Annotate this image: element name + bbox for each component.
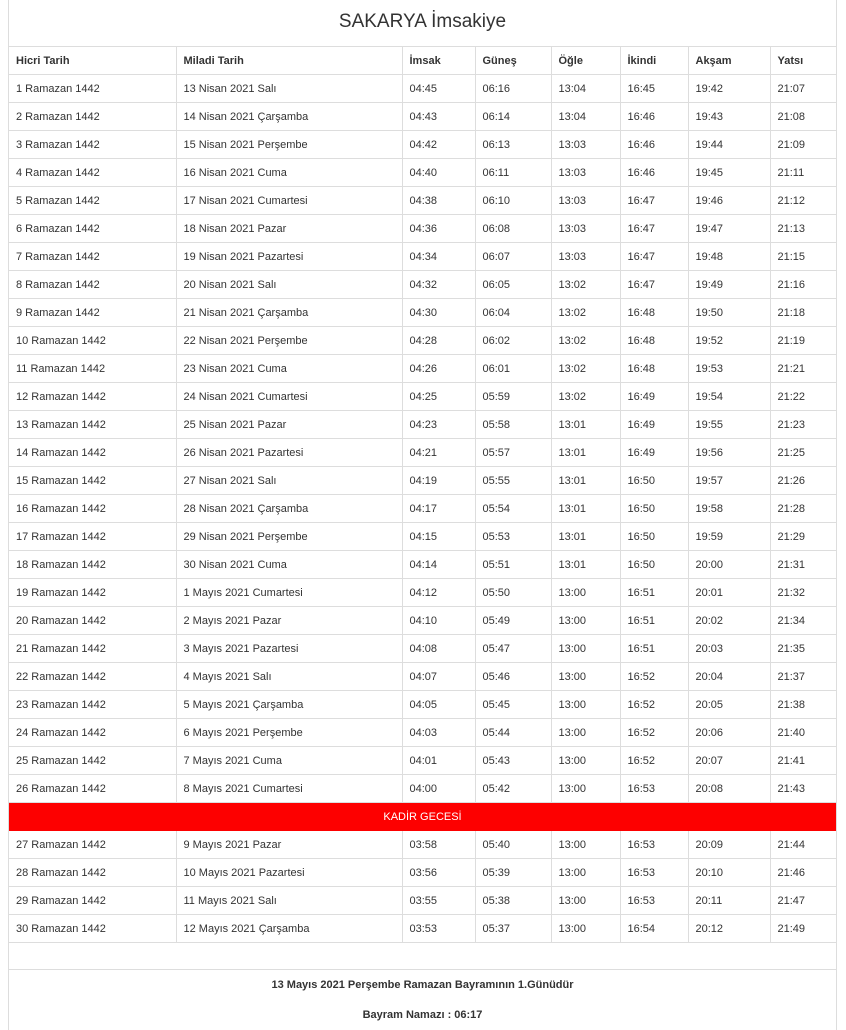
ogle-time-cell: 13:03: [551, 215, 620, 243]
miladi-date-cell: 19 Nisan 2021 Pazartesi: [176, 243, 402, 271]
imsak-time-cell: 03:53: [402, 915, 475, 943]
ikindi-time-cell: 16:52: [620, 663, 688, 691]
gunes-time-cell: 06:07: [475, 243, 551, 271]
table-row: [9, 103, 836, 131]
miladi-date-cell: 26 Nisan 2021 Pazartesi: [176, 439, 402, 467]
miladi-date-cell: 28 Nisan 2021 Çarşamba: [176, 495, 402, 523]
gunes-time-cell: 05:38: [475, 887, 551, 915]
ogle-time-cell: 13:00: [551, 719, 620, 747]
hicri-date-cell: 1 Ramazan 1442: [9, 75, 176, 103]
table-row: [9, 691, 836, 719]
hicri-date-cell: 28 Ramazan 1442: [9, 859, 176, 887]
miladi-date-cell: 2 Mayıs 2021 Pazar: [176, 607, 402, 635]
yatsi-time-cell: 21:49: [770, 915, 836, 943]
yatsi-time-cell: 21:23: [770, 411, 836, 439]
aksam-time-cell: 20:08: [688, 775, 770, 803]
gunes-time-cell: 05:58: [475, 411, 551, 439]
hicri-date-cell: 29 Ramazan 1442: [9, 887, 176, 915]
miladi-date-cell: 5 Mayıs 2021 Çarşamba: [176, 691, 402, 719]
gunes-time-cell: 06:16: [475, 75, 551, 103]
ikindi-time-cell: 16:52: [620, 747, 688, 775]
imsak-time-cell: 04:25: [402, 383, 475, 411]
ikindi-time-cell: 16:50: [620, 467, 688, 495]
table-row: [9, 523, 836, 551]
hicri-date-cell: 22 Ramazan 1442: [9, 663, 176, 691]
column-header-gunes: Güneş: [475, 47, 551, 75]
hicri-date-cell: 25 Ramazan 1442: [9, 747, 176, 775]
aksam-time-cell: 19:43: [688, 103, 770, 131]
aksam-time-cell: 19:57: [688, 467, 770, 495]
column-header-ogle: Öğle: [551, 47, 620, 75]
column-header-ikindi: İkindi: [620, 47, 688, 75]
table-row: [9, 719, 836, 747]
hicri-date-cell: 13 Ramazan 1442: [9, 411, 176, 439]
ogle-time-cell: 13:00: [551, 915, 620, 943]
yatsi-time-cell: 21:16: [770, 271, 836, 299]
imsak-time-cell: 04:42: [402, 131, 475, 159]
aksam-time-cell: 19:48: [688, 243, 770, 271]
imsak-time-cell: 04:40: [402, 159, 475, 187]
hicri-date-cell: 23 Ramazan 1442: [9, 691, 176, 719]
hicri-date-cell: 11 Ramazan 1442: [9, 355, 176, 383]
column-header-imsak: İmsak: [402, 47, 475, 75]
ikindi-time-cell: 16:47: [620, 243, 688, 271]
hicri-date-cell: 26 Ramazan 1442: [9, 775, 176, 803]
hicri-date-cell: 20 Ramazan 1442: [9, 607, 176, 635]
ikindi-time-cell: 16:46: [620, 131, 688, 159]
miladi-date-cell: 10 Mayıs 2021 Pazartesi: [176, 859, 402, 887]
miladi-date-cell: 14 Nisan 2021 Çarşamba: [176, 103, 402, 131]
gunes-time-cell: 05:45: [475, 691, 551, 719]
ikindi-time-cell: 16:49: [620, 411, 688, 439]
hicri-date-cell: 19 Ramazan 1442: [9, 579, 176, 607]
table-row: [9, 551, 836, 579]
imsak-time-cell: 04:28: [402, 327, 475, 355]
aksam-time-cell: 20:07: [688, 747, 770, 775]
hicri-date-cell: 2 Ramazan 1442: [9, 103, 176, 131]
imsak-time-cell: 04:14: [402, 551, 475, 579]
imsak-time-cell: 04:38: [402, 187, 475, 215]
column-header-yatsi: Yatsı: [770, 47, 836, 75]
aksam-time-cell: 19:55: [688, 411, 770, 439]
yatsi-time-cell: 21:11: [770, 159, 836, 187]
ikindi-time-cell: 16:52: [620, 719, 688, 747]
gunes-time-cell: 06:10: [475, 187, 551, 215]
gunes-time-cell: 05:44: [475, 719, 551, 747]
aksam-time-cell: 19:42: [688, 75, 770, 103]
aksam-time-cell: 20:02: [688, 607, 770, 635]
ikindi-time-cell: 16:51: [620, 635, 688, 663]
aksam-time-cell: 19:46: [688, 187, 770, 215]
ikindi-time-cell: 16:46: [620, 103, 688, 131]
imsak-time-cell: 03:56: [402, 859, 475, 887]
yatsi-time-cell: 21:15: [770, 243, 836, 271]
yatsi-time-cell: 21:43: [770, 775, 836, 803]
table-row: [9, 775, 836, 803]
imsak-time-cell: 04:21: [402, 439, 475, 467]
yatsi-time-cell: 21:41: [770, 747, 836, 775]
yatsi-time-cell: 21:18: [770, 299, 836, 327]
miladi-date-cell: 12 Mayıs 2021 Çarşamba: [176, 915, 402, 943]
miladi-date-cell: 22 Nisan 2021 Perşembe: [176, 327, 402, 355]
table-row: [9, 131, 836, 159]
gunes-time-cell: 06:01: [475, 355, 551, 383]
aksam-time-cell: 20:04: [688, 663, 770, 691]
aksam-time-cell: 19:45: [688, 159, 770, 187]
gunes-time-cell: 05:43: [475, 747, 551, 775]
yatsi-time-cell: 21:38: [770, 691, 836, 719]
gunes-time-cell: 05:49: [475, 607, 551, 635]
imsak-time-cell: 04:30: [402, 299, 475, 327]
yatsi-time-cell: 21:44: [770, 831, 836, 859]
kadir-gecesi-row: [9, 803, 836, 831]
table-row: [9, 355, 836, 383]
gunes-time-cell: 05:50: [475, 579, 551, 607]
hicri-date-cell: 7 Ramazan 1442: [9, 243, 176, 271]
imsak-time-cell: 04:08: [402, 635, 475, 663]
hicri-date-cell: 17 Ramazan 1442: [9, 523, 176, 551]
ogle-time-cell: 13:00: [551, 775, 620, 803]
aksam-time-cell: 20:09: [688, 831, 770, 859]
ogle-time-cell: 13:00: [551, 747, 620, 775]
table-row: [9, 663, 836, 691]
ikindi-time-cell: 16:49: [620, 383, 688, 411]
ikindi-time-cell: 16:47: [620, 271, 688, 299]
table-row: [9, 299, 836, 327]
ikindi-time-cell: 16:52: [620, 691, 688, 719]
yatsi-time-cell: 21:07: [770, 75, 836, 103]
imsak-time-cell: 03:55: [402, 887, 475, 915]
table-row: [9, 411, 836, 439]
ogle-time-cell: 13:00: [551, 579, 620, 607]
gunes-time-cell: 06:14: [475, 103, 551, 131]
column-header-hicri: Hicri Tarih: [9, 47, 176, 75]
table-row: [9, 887, 836, 915]
ikindi-time-cell: 16:54: [620, 915, 688, 943]
yatsi-time-cell: 21:12: [770, 187, 836, 215]
hicri-date-cell: 6 Ramazan 1442: [9, 215, 176, 243]
table-body-ramadan-1-26: [9, 75, 836, 803]
ogle-time-cell: 13:00: [551, 859, 620, 887]
imsak-time-cell: 04:15: [402, 523, 475, 551]
ogle-time-cell: 13:02: [551, 355, 620, 383]
bayram-notice: 13 Mayıs 2021 Perşembe Ramazan Bayramının 1.Günüdür: [271, 979, 574, 991]
imsak-time-cell: 04:03: [402, 719, 475, 747]
yatsi-time-cell: 21:47: [770, 887, 836, 915]
yatsi-time-cell: 21:35: [770, 635, 836, 663]
ogle-time-cell: 13:04: [551, 75, 620, 103]
miladi-date-cell: 29 Nisan 2021 Perşembe: [176, 523, 402, 551]
table-row: [9, 915, 836, 943]
table-row: [9, 439, 836, 467]
ogle-time-cell: 13:04: [551, 103, 620, 131]
imsak-time-cell: 04:19: [402, 467, 475, 495]
ikindi-time-cell: 16:50: [620, 551, 688, 579]
yatsi-time-cell: 21:34: [770, 607, 836, 635]
hicri-date-cell: 27 Ramazan 1442: [9, 831, 176, 859]
table-row: [9, 383, 836, 411]
table-row: [9, 327, 836, 355]
imsak-time-cell: 04:07: [402, 663, 475, 691]
imsak-time-cell: 04:00: [402, 775, 475, 803]
yatsi-time-cell: 21:29: [770, 523, 836, 551]
yatsi-time-cell: 21:21: [770, 355, 836, 383]
imsak-time-cell: 04:10: [402, 607, 475, 635]
table-spacer: [9, 943, 836, 970]
imsak-time-cell: 04:34: [402, 243, 475, 271]
ogle-time-cell: 13:02: [551, 299, 620, 327]
miladi-date-cell: 8 Mayıs 2021 Cumartesi: [176, 775, 402, 803]
ogle-time-cell: 13:02: [551, 327, 620, 355]
aksam-time-cell: 19:47: [688, 215, 770, 243]
table-row: [9, 215, 836, 243]
aksam-time-cell: 20:10: [688, 859, 770, 887]
yatsi-time-cell: 21:19: [770, 327, 836, 355]
hicri-date-cell: 8 Ramazan 1442: [9, 271, 176, 299]
ogle-time-cell: 13:03: [551, 159, 620, 187]
aksam-time-cell: 20:05: [688, 691, 770, 719]
hicri-date-cell: 16 Ramazan 1442: [9, 495, 176, 523]
aksam-time-cell: 19:56: [688, 439, 770, 467]
gunes-time-cell: 05:46: [475, 663, 551, 691]
footer: [9, 971, 836, 1029]
yatsi-time-cell: 21:32: [770, 579, 836, 607]
imsak-time-cell: 04:12: [402, 579, 475, 607]
aksam-time-cell: 19:59: [688, 523, 770, 551]
ikindi-time-cell: 16:48: [620, 299, 688, 327]
yatsi-time-cell: 21:37: [770, 663, 836, 691]
gunes-time-cell: 06:05: [475, 271, 551, 299]
miladi-date-cell: 6 Mayıs 2021 Perşembe: [176, 719, 402, 747]
gunes-time-cell: 06:13: [475, 131, 551, 159]
gunes-time-cell: 05:37: [475, 915, 551, 943]
ogle-time-cell: 13:01: [551, 467, 620, 495]
yatsi-time-cell: 21:25: [770, 439, 836, 467]
ogle-time-cell: 13:00: [551, 691, 620, 719]
miladi-date-cell: 24 Nisan 2021 Cumartesi: [176, 383, 402, 411]
ogle-time-cell: 13:01: [551, 523, 620, 551]
yatsi-time-cell: 21:40: [770, 719, 836, 747]
miladi-date-cell: 21 Nisan 2021 Çarşamba: [176, 299, 402, 327]
table-row: [9, 635, 836, 663]
imsak-time-cell: 04:26: [402, 355, 475, 383]
gunes-time-cell: 06:02: [475, 327, 551, 355]
miladi-date-cell: 23 Nisan 2021 Cuma: [176, 355, 402, 383]
imsak-time-cell: 04:23: [402, 411, 475, 439]
miladi-date-cell: 9 Mayıs 2021 Pazar: [176, 831, 402, 859]
ikindi-time-cell: 16:51: [620, 579, 688, 607]
imsak-time-cell: 04:45: [402, 75, 475, 103]
ikindi-time-cell: 16:53: [620, 831, 688, 859]
ikindi-time-cell: 16:47: [620, 215, 688, 243]
gunes-time-cell: 05:42: [475, 775, 551, 803]
aksam-time-cell: 19:50: [688, 299, 770, 327]
ogle-time-cell: 13:00: [551, 831, 620, 859]
ikindi-time-cell: 16:47: [620, 187, 688, 215]
ogle-time-cell: 13:03: [551, 131, 620, 159]
ogle-time-cell: 13:01: [551, 495, 620, 523]
gunes-time-cell: 05:57: [475, 439, 551, 467]
gunes-time-cell: 05:54: [475, 495, 551, 523]
imsak-time-cell: 03:58: [402, 831, 475, 859]
aksam-time-cell: 20:00: [688, 551, 770, 579]
ikindi-time-cell: 16:53: [620, 887, 688, 915]
bayram-namazi-time: Bayram Namazı : 06:17: [362, 1009, 483, 1021]
table-header-row: [9, 47, 836, 75]
yatsi-time-cell: 21:22: [770, 383, 836, 411]
table-row: [9, 271, 836, 299]
aksam-time-cell: 20:11: [688, 887, 770, 915]
table-row: [9, 243, 836, 271]
gunes-time-cell: 05:40: [475, 831, 551, 859]
miladi-date-cell: 7 Mayıs 2021 Cuma: [176, 747, 402, 775]
aksam-time-cell: 19:58: [688, 495, 770, 523]
ogle-time-cell: 13:01: [551, 551, 620, 579]
gunes-time-cell: 05:55: [475, 467, 551, 495]
table-row: [9, 159, 836, 187]
ikindi-time-cell: 16:50: [620, 523, 688, 551]
table-row: [9, 859, 836, 887]
ikindi-time-cell: 16:51: [620, 607, 688, 635]
yatsi-time-cell: 21:08: [770, 103, 836, 131]
miladi-date-cell: 15 Nisan 2021 Perşembe: [176, 131, 402, 159]
ogle-time-cell: 13:00: [551, 607, 620, 635]
hicri-date-cell: 3 Ramazan 1442: [9, 131, 176, 159]
ikindi-time-cell: 16:50: [620, 495, 688, 523]
yatsi-time-cell: 21:31: [770, 551, 836, 579]
miladi-date-cell: 3 Mayıs 2021 Pazartesi: [176, 635, 402, 663]
ikindi-time-cell: 16:49: [620, 439, 688, 467]
imsakiye-panel: [8, 0, 837, 1030]
miladi-date-cell: 13 Nisan 2021 Salı: [176, 75, 402, 103]
ogle-time-cell: 13:00: [551, 663, 620, 691]
page-title: SAKARYA İmsakiye: [9, 0, 836, 47]
ogle-time-cell: 13:02: [551, 271, 620, 299]
miladi-date-cell: 25 Nisan 2021 Pazar: [176, 411, 402, 439]
yatsi-time-cell: 21:46: [770, 859, 836, 887]
miladi-date-cell: 1 Mayıs 2021 Cumartesi: [176, 579, 402, 607]
miladi-date-cell: 27 Nisan 2021 Salı: [176, 467, 402, 495]
table-row: [9, 187, 836, 215]
gunes-time-cell: 05:47: [475, 635, 551, 663]
hicri-date-cell: 4 Ramazan 1442: [9, 159, 176, 187]
hicri-date-cell: 15 Ramazan 1442: [9, 467, 176, 495]
imsakiye-table: [9, 47, 836, 943]
ogle-time-cell: 13:02: [551, 383, 620, 411]
hicri-date-cell: 5 Ramazan 1442: [9, 187, 176, 215]
ikindi-time-cell: 16:45: [620, 75, 688, 103]
aksam-time-cell: 19:54: [688, 383, 770, 411]
kadir-gecesi-label: KADİR GECESİ: [9, 803, 836, 831]
miladi-date-cell: 18 Nisan 2021 Pazar: [176, 215, 402, 243]
imsak-time-cell: 04:17: [402, 495, 475, 523]
aksam-time-cell: 19:53: [688, 355, 770, 383]
ogle-time-cell: 13:00: [551, 887, 620, 915]
miladi-date-cell: 11 Mayıs 2021 Salı: [176, 887, 402, 915]
column-header-aksam: Akşam: [688, 47, 770, 75]
yatsi-time-cell: 21:09: [770, 131, 836, 159]
hicri-date-cell: 14 Ramazan 1442: [9, 439, 176, 467]
aksam-time-cell: 19:49: [688, 271, 770, 299]
table-row: [9, 579, 836, 607]
hicri-date-cell: 12 Ramazan 1442: [9, 383, 176, 411]
gunes-time-cell: 06:11: [475, 159, 551, 187]
gunes-time-cell: 05:59: [475, 383, 551, 411]
ikindi-time-cell: 16:48: [620, 327, 688, 355]
miladi-date-cell: 4 Mayıs 2021 Salı: [176, 663, 402, 691]
ikindi-time-cell: 16:53: [620, 775, 688, 803]
table-row: [9, 607, 836, 635]
miladi-date-cell: 20 Nisan 2021 Salı: [176, 271, 402, 299]
imsak-time-cell: 04:43: [402, 103, 475, 131]
aksam-time-cell: 20:03: [688, 635, 770, 663]
miladi-date-cell: 17 Nisan 2021 Cumartesi: [176, 187, 402, 215]
table-row: [9, 467, 836, 495]
ogle-time-cell: 13:00: [551, 635, 620, 663]
imsak-time-cell: 04:01: [402, 747, 475, 775]
aksam-time-cell: 19:52: [688, 327, 770, 355]
hicri-date-cell: 9 Ramazan 1442: [9, 299, 176, 327]
aksam-time-cell: 20:12: [688, 915, 770, 943]
imsak-time-cell: 04:32: [402, 271, 475, 299]
ikindi-time-cell: 16:53: [620, 859, 688, 887]
table-body-ramadan-27-30: [9, 831, 836, 943]
hicri-date-cell: 18 Ramazan 1442: [9, 551, 176, 579]
imsak-time-cell: 04:36: [402, 215, 475, 243]
gunes-time-cell: 06:08: [475, 215, 551, 243]
kadir-gecesi-section: [9, 803, 836, 831]
yatsi-time-cell: 21:26: [770, 467, 836, 495]
yatsi-time-cell: 21:28: [770, 495, 836, 523]
gunes-time-cell: 06:04: [475, 299, 551, 327]
column-header-miladi: Miladi Tarih: [176, 47, 402, 75]
table-row: [9, 747, 836, 775]
aksam-time-cell: 20:01: [688, 579, 770, 607]
hicri-date-cell: 30 Ramazan 1442: [9, 915, 176, 943]
ogle-time-cell: 13:03: [551, 243, 620, 271]
ikindi-time-cell: 16:46: [620, 159, 688, 187]
table-row: [9, 831, 836, 859]
gunes-time-cell: 05:39: [475, 859, 551, 887]
miladi-date-cell: 30 Nisan 2021 Cuma: [176, 551, 402, 579]
ogle-time-cell: 13:01: [551, 439, 620, 467]
hicri-date-cell: 10 Ramazan 1442: [9, 327, 176, 355]
hicri-date-cell: 24 Ramazan 1442: [9, 719, 176, 747]
ogle-time-cell: 13:03: [551, 187, 620, 215]
yatsi-time-cell: 21:13: [770, 215, 836, 243]
table-row: [9, 495, 836, 523]
ikindi-time-cell: 16:48: [620, 355, 688, 383]
gunes-time-cell: 05:53: [475, 523, 551, 551]
gunes-time-cell: 05:51: [475, 551, 551, 579]
aksam-time-cell: 19:44: [688, 131, 770, 159]
ogle-time-cell: 13:01: [551, 411, 620, 439]
table-row: [9, 75, 836, 103]
aksam-time-cell: 20:06: [688, 719, 770, 747]
miladi-date-cell: 16 Nisan 2021 Cuma: [176, 159, 402, 187]
hicri-date-cell: 21 Ramazan 1442: [9, 635, 176, 663]
imsak-time-cell: 04:05: [402, 691, 475, 719]
